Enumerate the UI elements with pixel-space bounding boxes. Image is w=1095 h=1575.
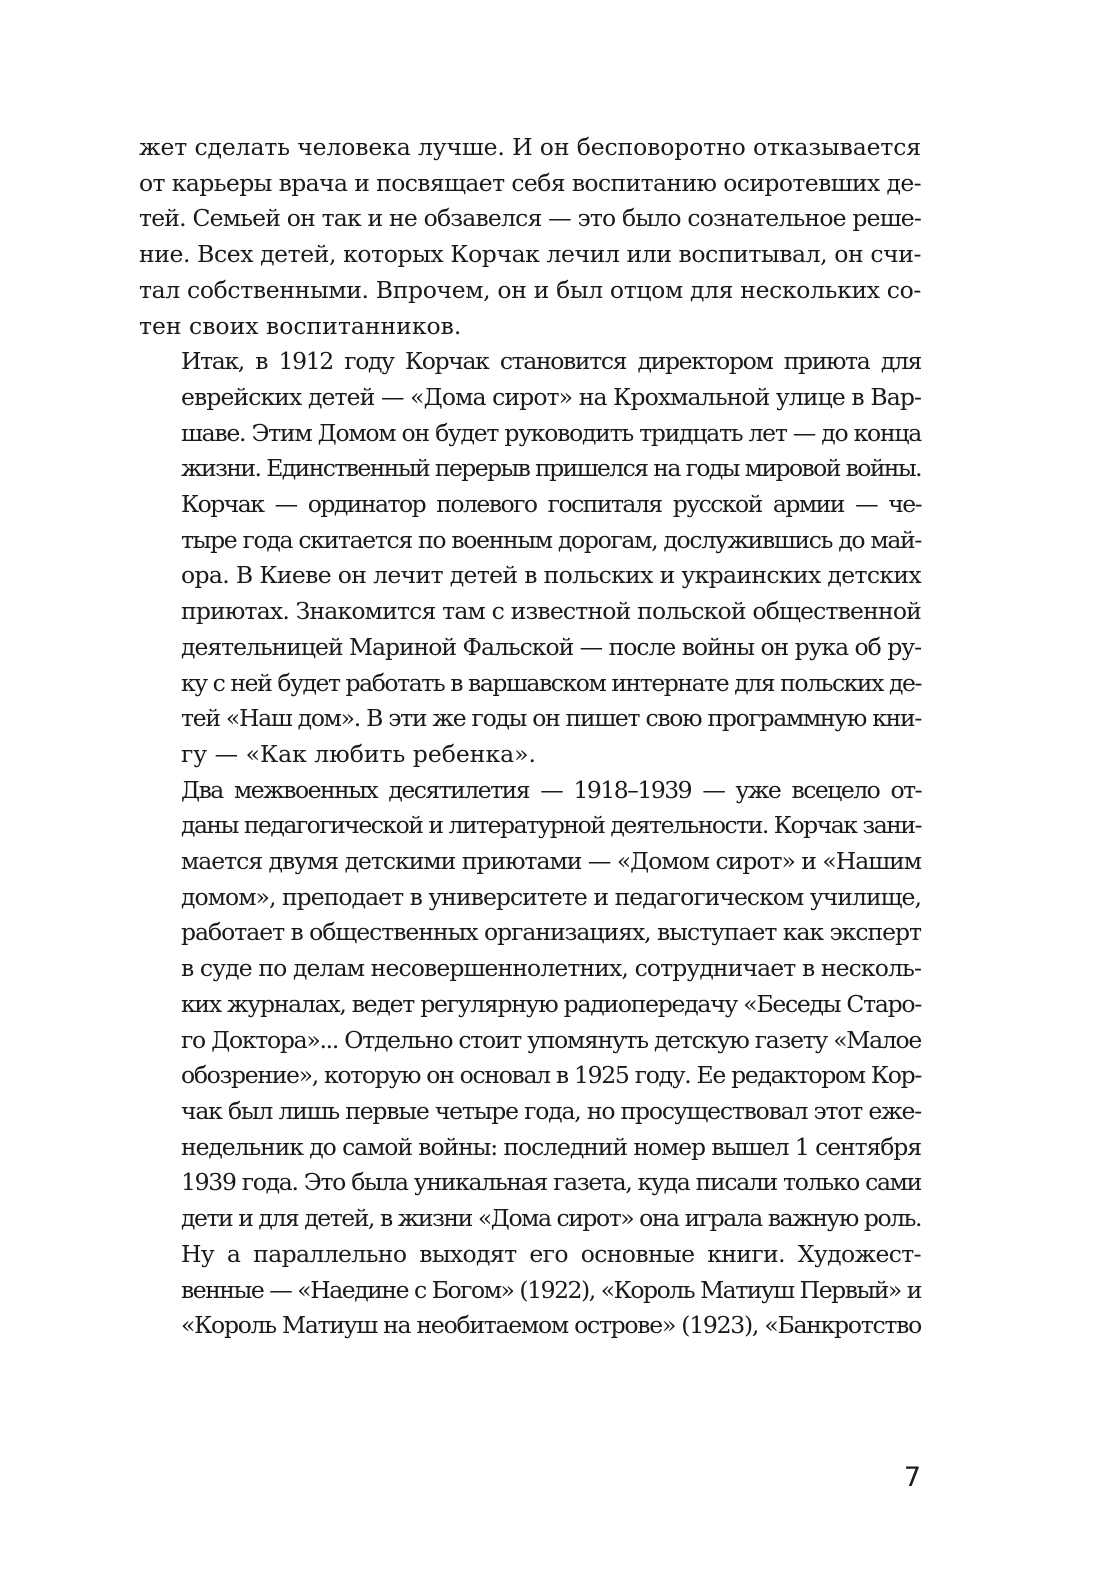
text-line: дети и для детей, в жизни «Дома сирот» она играла важную роль. <box>181 1204 921 1233</box>
text-line: жизни. Единственный перерыв пришелся на годы мировой войны. <box>181 454 921 483</box>
text-line: в суде по делам несовершеннолетних, сотрудничает в несколь- <box>181 954 921 983</box>
text-line: приютах. Знакомится там с известной польской общественной <box>181 597 921 626</box>
text-line: тен своих воспитанников. <box>139 311 462 340</box>
text-line: тал собственными. Впрочем, он и был отцом для нескольких со- <box>139 275 921 304</box>
text-line: Два межвоенных десятилетия — 1918–1939 — уже всецело от- <box>181 775 921 804</box>
text-line: тей. Семьей он так и не обзавелся — это было сознательное реше- <box>139 204 921 233</box>
paragraph-2 <box>139 344 921 487</box>
text-line: гу — «Как любить ребенка». <box>181 739 536 768</box>
text-line: даны педагогической и литературной деятельности. Корчак зани- <box>181 811 921 840</box>
text-line: домом», преподает в университете и педагогическом училище, <box>181 882 921 911</box>
text-line: жет сделать человека лучше. И он бесповоротно отказывается <box>139 133 921 161</box>
text-line: шаве. Этим Домом он будет руководить тридцать лет — до конца <box>181 418 921 447</box>
text-line: 1939 года. Это была уникальная газета, куда писали только сами <box>181 1168 921 1197</box>
paragraph-5 <box>139 1237 921 1344</box>
text-line: «Король Матиуш на необитаемом острове» (1923), «Банкротство <box>181 1311 921 1340</box>
text-line: Итак, в 1912 году Корчак становится директором приюта для <box>181 347 921 376</box>
text-line: от карьеры врача и посвящает себя воспитанию осиротевших де- <box>139 168 921 197</box>
paragraph-3 <box>139 487 921 773</box>
text-line: го Доктора»... Отдельно стоит упомянуть детскую газету «Малое <box>181 1025 921 1054</box>
text-line: венные — «Наедине с Богом» (1922), «Король Матиуш Первый» и <box>181 1275 921 1304</box>
text-line: чак был лишь первые четыре года, но просуществовал этот еже- <box>181 1096 921 1125</box>
text-line: работает в общественных организациях, выступает как эксперт <box>181 918 921 947</box>
text-line: обозрение», которую он основал в 1925 году. Ее редактором Кор- <box>181 1061 921 1090</box>
paragraph-1 <box>139 130 921 344</box>
text-line: ку с ней будет работать в варшавском интернате для польских де- <box>181 668 921 697</box>
text-line: Ну а параллельно выходят его основные книги. Художест- <box>181 1239 921 1268</box>
text-line: деятельницей Мариной Фальской — после войны он рука об ру- <box>181 632 921 661</box>
page-number: 7 <box>903 1462 921 1493</box>
text-line: ких журналах, ведет регулярную радиопередачу «Беседы Старо- <box>181 989 921 1018</box>
text-line: ора. В Киеве он лечит детей в польских и украинских детских <box>181 561 921 590</box>
text-line: мается двумя детскими приютами — «Домом сирот» и «Нашим <box>181 847 921 876</box>
text-line: тей «Наш дом». В эти же годы он пишет свою программную кни- <box>181 704 921 733</box>
paragraph-4 <box>139 773 921 1237</box>
text-line: ние. Всех детей, которых Корчак лечил или воспитывал, он счи- <box>139 240 922 269</box>
text-line: Корчак — ординатор полевого госпиталя русской армии — че- <box>181 490 921 519</box>
text-line: тыре года скитается по военным дорогам, дослужившись до май- <box>181 525 921 554</box>
body-text <box>139 130 921 1344</box>
text-line: недельник до самой войны: последний номер вышел 1 сентября <box>181 1132 921 1161</box>
text-line: еврейских детей — «Дома сирот» на Крохмальной улице в Вар- <box>181 382 921 411</box>
